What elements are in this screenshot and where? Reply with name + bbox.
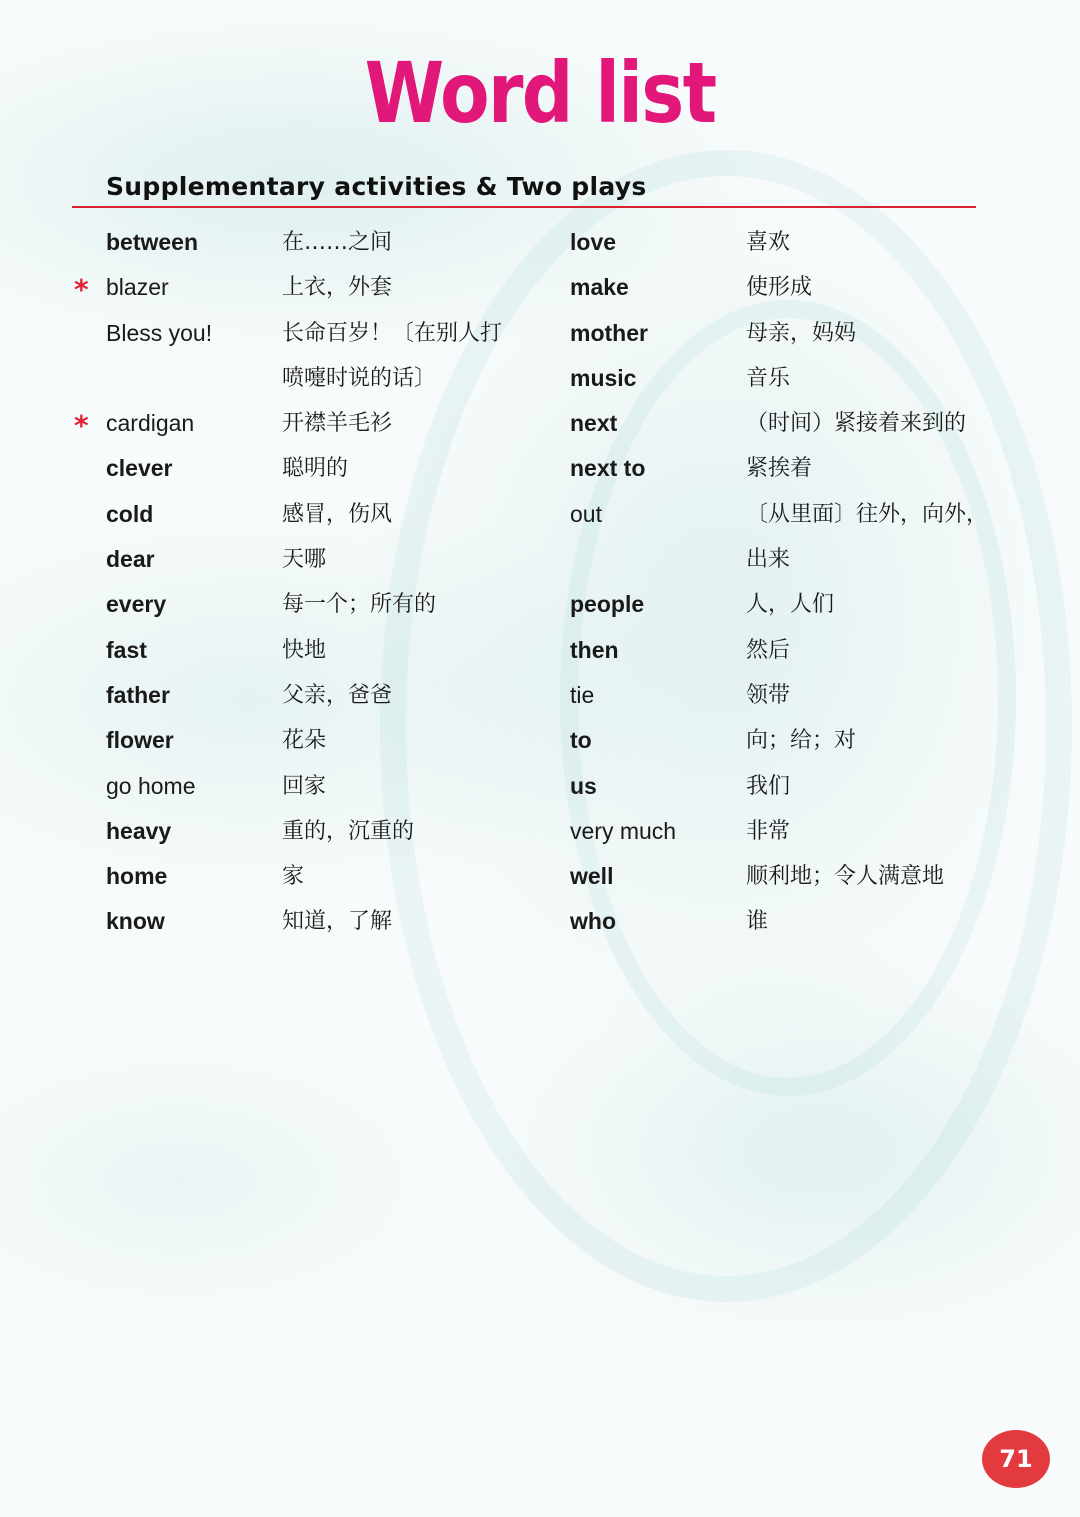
chinese-meaning: 天哪 [282, 547, 327, 573]
chinese-meaning: 人，人们 [746, 592, 835, 618]
chinese-meaning: 在……之间 [282, 230, 393, 255]
english-word: go home [106, 772, 196, 799]
chinese-meaning: 回家 [282, 773, 327, 799]
chinese-meaning: 音乐 [746, 365, 791, 391]
chinese-meaning: 〔从里面〕往外，向外， [746, 501, 989, 527]
chinese-meaning: 快地 [282, 637, 327, 663]
chinese-meaning: 家 [282, 864, 305, 890]
english-word: clever [106, 455, 173, 482]
english-word: blazer [106, 274, 169, 301]
english-word: dear [106, 546, 155, 573]
english-word: out [570, 500, 602, 527]
chinese-meaning: 向；给；对 [746, 728, 857, 754]
chinese-meaning: 知道，了解 [282, 909, 393, 935]
chinese-meaning: 聪明的 [282, 456, 349, 482]
section-heading: Supplementary activities & Two plays [106, 172, 647, 201]
english-word: to [570, 727, 592, 754]
chinese-meaning: 喷嚏时说的话〕 [282, 365, 437, 391]
chinese-meaning: 重的，沉重的 [282, 818, 415, 844]
chinese-meaning: 感冒，伤风 [282, 501, 393, 527]
english-word: home [106, 863, 168, 890]
english-word: every [106, 591, 167, 618]
english-word: father [106, 681, 170, 708]
english-word: between [106, 229, 199, 255]
english-word: us [570, 772, 597, 799]
english-word: heavy [106, 817, 172, 844]
chinese-meaning: 领带 [746, 682, 791, 708]
english-word: tie [570, 681, 595, 708]
english-word: know [106, 908, 165, 935]
chinese-meaning: 上衣，外套 [282, 275, 393, 301]
chinese-meaning: 喜欢 [746, 230, 791, 255]
english-word: cold [106, 500, 154, 527]
chinese-meaning: 然后 [746, 637, 791, 663]
asterisk-icon: * [74, 409, 89, 443]
english-word: next [570, 410, 618, 437]
english-word: music [570, 364, 637, 391]
chinese-meaning: 顺利地；令人满意地 [746, 864, 945, 890]
english-word: mother [570, 319, 648, 346]
chinese-meaning: 非常 [746, 818, 791, 844]
english-word: people [570, 591, 645, 618]
chinese-meaning: 紧挨着 [746, 456, 813, 482]
chinese-meaning: 使形成 [746, 275, 813, 301]
chinese-meaning: 我们 [746, 773, 791, 799]
chinese-meaning: 花朵 [282, 728, 327, 754]
english-word: who [570, 908, 616, 935]
chinese-meaning: 出来 [746, 547, 791, 573]
english-word: well [570, 863, 614, 890]
english-word: very much [570, 817, 677, 844]
page-title: Word list [364, 44, 716, 142]
chinese-meaning: （时间）紧接着来到的 [746, 411, 967, 437]
english-word: make [570, 274, 629, 301]
chinese-meaning: 父亲，爸爸 [282, 682, 393, 708]
chinese-meaning: 母亲，妈妈 [746, 320, 857, 346]
chinese-meaning: 谁 [746, 909, 769, 935]
english-word: love [570, 229, 617, 255]
english-word: fast [106, 636, 147, 663]
english-word: cardigan [106, 410, 195, 437]
chinese-meaning: 长命百岁！〔在别人打 [282, 320, 503, 346]
chinese-meaning: 开襟羊毛衫 [282, 411, 393, 437]
section-divider [72, 206, 976, 208]
english-word: flower [106, 727, 174, 754]
chinese-meaning: 每一个；所有的 [282, 592, 437, 618]
english-word: next to [570, 455, 646, 482]
english-word: then [570, 636, 619, 663]
page-number-badge: 71 [982, 1430, 1050, 1488]
english-word: Bless you! [106, 319, 213, 346]
asterisk-icon: * [74, 273, 89, 307]
